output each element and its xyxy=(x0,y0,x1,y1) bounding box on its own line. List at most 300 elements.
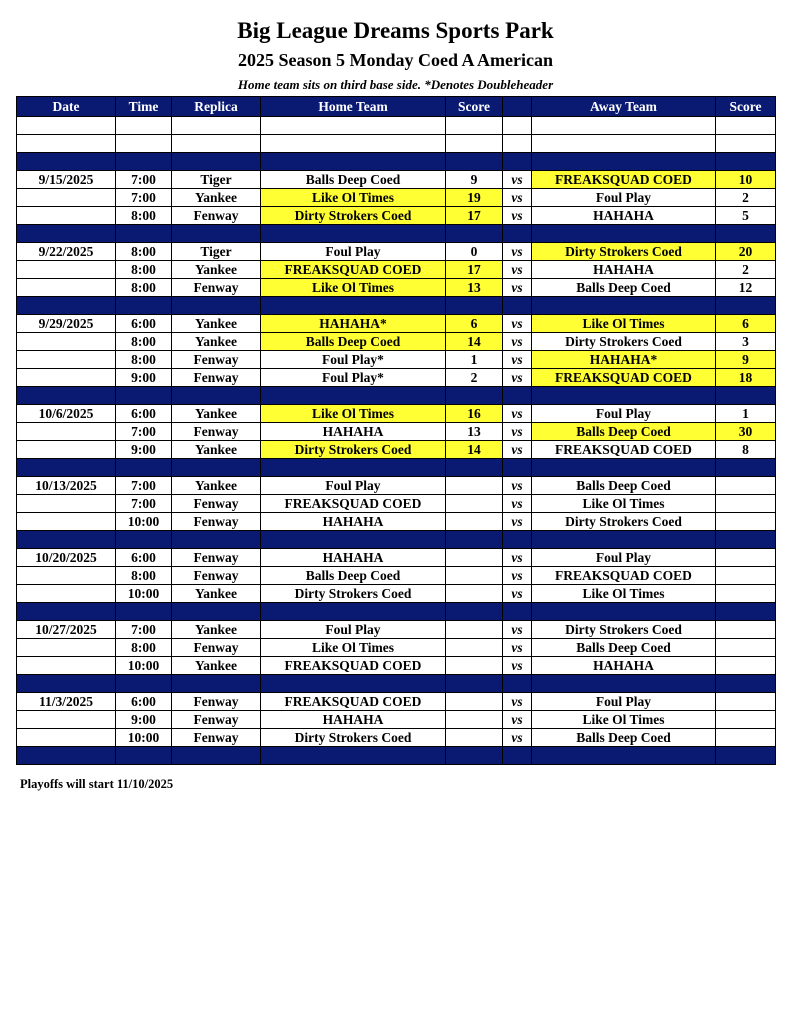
separator-cell xyxy=(446,531,503,549)
separator-cell xyxy=(716,297,776,315)
separator-cell xyxy=(716,459,776,477)
time-cell: 9:00 xyxy=(116,711,172,729)
home-team-cell: Balls Deep Coed xyxy=(261,333,446,351)
empty-row xyxy=(17,117,776,135)
separator-cell xyxy=(503,153,532,171)
home-score-cell xyxy=(446,549,503,567)
away-score-cell xyxy=(716,477,776,495)
home-team-cell: Dirty Strokers Coed xyxy=(261,441,446,459)
separator-cell xyxy=(716,603,776,621)
away-team-cell: HAHAHA xyxy=(532,207,716,225)
date-cell xyxy=(17,423,116,441)
separator-cell xyxy=(446,297,503,315)
table-row xyxy=(17,657,776,675)
separator-cell xyxy=(261,675,446,693)
home-team-cell: Foul Play* xyxy=(261,369,446,387)
table-header-row xyxy=(17,97,776,117)
date-cell: 9/22/2025 xyxy=(17,243,116,261)
away-team-cell: Like Ol Times xyxy=(532,495,716,513)
away-score-cell xyxy=(716,729,776,747)
table-row xyxy=(17,693,776,711)
schedule-body xyxy=(17,117,776,765)
table-row xyxy=(17,333,776,351)
separator-cell xyxy=(17,747,116,765)
table-row xyxy=(17,423,776,441)
time-cell: 8:00 xyxy=(116,567,172,585)
away-team-cell: Balls Deep Coed xyxy=(532,729,716,747)
home-team-cell: Balls Deep Coed xyxy=(261,171,446,189)
time-cell: 8:00 xyxy=(116,351,172,369)
separator-cell xyxy=(716,747,776,765)
date-cell xyxy=(17,495,116,513)
time-cell: 10:00 xyxy=(116,729,172,747)
away-team-cell: FREAKSQUAD COED xyxy=(532,369,716,387)
away-team-cell: Dirty Strokers Coed xyxy=(532,333,716,351)
separator-cell xyxy=(172,459,261,477)
date-cell xyxy=(17,351,116,369)
date-cell: 10/6/2025 xyxy=(17,405,116,423)
separator-cell xyxy=(716,225,776,243)
home-team-cell: HAHAHA xyxy=(261,513,446,531)
vs-cell: vs xyxy=(503,369,532,387)
replica-cell: Yankee xyxy=(172,621,261,639)
separator-cell xyxy=(446,747,503,765)
separator-cell xyxy=(716,387,776,405)
away-score-cell: 6 xyxy=(716,315,776,333)
away-score-cell: 12 xyxy=(716,279,776,297)
home-team-cell: FREAKSQUAD COED xyxy=(261,657,446,675)
time-cell: 8:00 xyxy=(116,333,172,351)
time-cell: 8:00 xyxy=(116,279,172,297)
separator-cell xyxy=(446,603,503,621)
separator-cell xyxy=(503,225,532,243)
home-score-cell xyxy=(446,711,503,729)
away-team-cell: Like Ol Times xyxy=(532,585,716,603)
separator-cell xyxy=(116,459,172,477)
week-separator-bar xyxy=(17,387,776,405)
separator-cell xyxy=(446,225,503,243)
away-team-cell: Foul Play xyxy=(532,189,716,207)
date-cell xyxy=(17,333,116,351)
replica-cell: Yankee xyxy=(172,477,261,495)
home-team-cell: FREAKSQUAD COED xyxy=(261,495,446,513)
time-cell: 9:00 xyxy=(116,369,172,387)
away-score-cell xyxy=(716,639,776,657)
separator-cell xyxy=(532,153,716,171)
separator-cell xyxy=(503,459,532,477)
time-cell: 7:00 xyxy=(116,477,172,495)
away-score-cell: 2 xyxy=(716,261,776,279)
home-team-cell: Foul Play xyxy=(261,243,446,261)
replica-cell: Fenway xyxy=(172,495,261,513)
time-cell: 6:00 xyxy=(116,405,172,423)
separator-cell xyxy=(17,225,116,243)
time-cell: 7:00 xyxy=(116,189,172,207)
date-cell xyxy=(17,207,116,225)
separator-cell xyxy=(116,297,172,315)
separator-cell xyxy=(172,153,261,171)
vs-cell: vs xyxy=(503,189,532,207)
time-cell: 7:00 xyxy=(116,171,172,189)
away-team-cell: FREAKSQUAD COED xyxy=(532,441,716,459)
week-separator-bar xyxy=(17,675,776,693)
vs-cell: vs xyxy=(503,585,532,603)
date-cell: 11/3/2025 xyxy=(17,693,116,711)
home-score-cell xyxy=(446,567,503,585)
column-header-date: Date xyxy=(17,97,116,117)
away-score-cell: 10 xyxy=(716,171,776,189)
time-cell: 6:00 xyxy=(116,315,172,333)
home-score-cell xyxy=(446,729,503,747)
week-separator-bar xyxy=(17,225,776,243)
home-score-cell xyxy=(446,477,503,495)
away-team-cell: Dirty Strokers Coed xyxy=(532,513,716,531)
home-score-cell xyxy=(446,585,503,603)
separator-cell xyxy=(503,747,532,765)
column-header-replica: Replica xyxy=(172,97,261,117)
home-score-cell xyxy=(446,639,503,657)
date-cell: 10/20/2025 xyxy=(17,549,116,567)
date-cell xyxy=(17,189,116,207)
away-score-cell xyxy=(716,585,776,603)
vs-cell: vs xyxy=(503,207,532,225)
table-row xyxy=(17,585,776,603)
time-cell: 10:00 xyxy=(116,657,172,675)
week-separator-bar xyxy=(17,531,776,549)
home-score-cell: 19 xyxy=(446,189,503,207)
away-team-cell: Balls Deep Coed xyxy=(532,279,716,297)
home-score-cell xyxy=(446,657,503,675)
replica-cell: Yankee xyxy=(172,261,261,279)
replica-cell: Yankee xyxy=(172,315,261,333)
time-cell: 8:00 xyxy=(116,261,172,279)
separator-cell xyxy=(503,387,532,405)
away-team-cell: Foul Play xyxy=(532,549,716,567)
separator-cell xyxy=(446,675,503,693)
separator-cell xyxy=(172,297,261,315)
away-score-cell: 1 xyxy=(716,405,776,423)
separator-cell xyxy=(17,459,116,477)
separator-cell xyxy=(116,225,172,243)
replica-cell: Fenway xyxy=(172,639,261,657)
separator-cell xyxy=(503,297,532,315)
date-cell xyxy=(17,657,116,675)
replica-cell: Fenway xyxy=(172,279,261,297)
vs-cell: vs xyxy=(503,639,532,657)
away-team-cell: Balls Deep Coed xyxy=(532,477,716,495)
away-score-cell xyxy=(716,549,776,567)
table-row xyxy=(17,369,776,387)
replica-cell: Yankee xyxy=(172,405,261,423)
separator-cell xyxy=(17,675,116,693)
away-team-cell: Balls Deep Coed xyxy=(532,639,716,657)
page-title: Big League Dreams Sports Park xyxy=(237,18,554,43)
date-cell xyxy=(17,369,116,387)
away-score-cell xyxy=(716,495,776,513)
separator-cell xyxy=(172,675,261,693)
date-cell xyxy=(17,567,116,585)
away-team-cell: FREAKSQUAD COED xyxy=(532,567,716,585)
home-score-cell: 6 xyxy=(446,315,503,333)
replica-cell: Fenway xyxy=(172,369,261,387)
away-team-cell: FREAKSQUAD COED xyxy=(532,171,716,189)
time-cell: 7:00 xyxy=(116,423,172,441)
home-score-cell: 13 xyxy=(446,423,503,441)
column-header-vs xyxy=(503,97,532,117)
away-team-cell: HAHAHA xyxy=(532,657,716,675)
vs-cell: vs xyxy=(503,333,532,351)
separator-cell xyxy=(172,603,261,621)
table-row xyxy=(17,189,776,207)
separator-cell xyxy=(716,675,776,693)
replica-cell: Fenway xyxy=(172,351,261,369)
table-row xyxy=(17,729,776,747)
home-team-cell: Dirty Strokers Coed xyxy=(261,585,446,603)
away-team-cell: HAHAHA xyxy=(532,261,716,279)
separator-cell xyxy=(446,387,503,405)
replica-cell: Yankee xyxy=(172,441,261,459)
away-score-cell xyxy=(716,513,776,531)
home-score-cell: 14 xyxy=(446,441,503,459)
vs-cell: vs xyxy=(503,171,532,189)
table-row xyxy=(17,441,776,459)
away-score-cell xyxy=(716,711,776,729)
separator-cell xyxy=(261,297,446,315)
separator-cell xyxy=(17,387,116,405)
time-cell: 6:00 xyxy=(116,549,172,567)
separator-cell xyxy=(116,387,172,405)
week-separator-bar xyxy=(17,747,776,765)
playoffs-note: Playoffs will start 11/10/2025 xyxy=(20,777,174,791)
separator-cell xyxy=(261,603,446,621)
vs-cell: vs xyxy=(503,513,532,531)
home-score-cell: 17 xyxy=(446,261,503,279)
table-row xyxy=(17,315,776,333)
separator-cell xyxy=(261,531,446,549)
home-score-cell xyxy=(446,621,503,639)
replica-cell: Fenway xyxy=(172,729,261,747)
separator-cell xyxy=(116,675,172,693)
replica-cell: Fenway xyxy=(172,549,261,567)
home-team-cell: Like Ol Times xyxy=(261,189,446,207)
separator-cell xyxy=(116,747,172,765)
replica-cell: Fenway xyxy=(172,207,261,225)
away-score-cell: 3 xyxy=(716,333,776,351)
away-score-cell xyxy=(716,567,776,585)
away-team-cell: Foul Play xyxy=(532,693,716,711)
replica-cell: Yankee xyxy=(172,585,261,603)
date-cell xyxy=(17,711,116,729)
separator-cell xyxy=(446,459,503,477)
table-row xyxy=(17,621,776,639)
away-team-cell: Dirty Strokers Coed xyxy=(532,243,716,261)
home-score-cell: 1 xyxy=(446,351,503,369)
separator-cell xyxy=(116,603,172,621)
separator-cell xyxy=(116,153,172,171)
home-team-cell: Balls Deep Coed xyxy=(261,567,446,585)
separator-cell xyxy=(17,153,116,171)
table-row xyxy=(17,495,776,513)
separator-cell xyxy=(446,153,503,171)
date-cell: 9/29/2025 xyxy=(17,315,116,333)
away-score-cell: 30 xyxy=(716,423,776,441)
date-cell xyxy=(17,729,116,747)
home-score-cell: 0 xyxy=(446,243,503,261)
empty-row xyxy=(17,135,776,153)
schedule-note: Home team sits on third base side. *Denotes Doubleheader xyxy=(237,77,554,92)
time-cell: 7:00 xyxy=(116,495,172,513)
date-cell xyxy=(17,639,116,657)
separator-cell xyxy=(532,387,716,405)
time-cell: 8:00 xyxy=(116,639,172,657)
separator-cell xyxy=(172,225,261,243)
week-separator-bar xyxy=(17,603,776,621)
vs-cell: vs xyxy=(503,243,532,261)
away-score-cell: 2 xyxy=(716,189,776,207)
date-cell xyxy=(17,261,116,279)
time-cell: 7:00 xyxy=(116,621,172,639)
time-cell: 6:00 xyxy=(116,693,172,711)
column-header-home-team: Home Team xyxy=(261,97,446,117)
home-team-cell: Like Ol Times xyxy=(261,405,446,423)
separator-cell xyxy=(172,387,261,405)
replica-cell: Fenway xyxy=(172,567,261,585)
separator-cell xyxy=(532,459,716,477)
home-team-cell: FREAKSQUAD COED xyxy=(261,261,446,279)
schedule-table xyxy=(16,96,776,765)
separator-cell xyxy=(716,153,776,171)
vs-cell: vs xyxy=(503,693,532,711)
separator-cell xyxy=(17,531,116,549)
away-team-cell: Like Ol Times xyxy=(532,711,716,729)
date-cell xyxy=(17,513,116,531)
time-cell: 8:00 xyxy=(116,207,172,225)
vs-cell: vs xyxy=(503,495,532,513)
table-row xyxy=(17,243,776,261)
separator-cell xyxy=(503,603,532,621)
vs-cell: vs xyxy=(503,261,532,279)
replica-cell: Yankee xyxy=(172,189,261,207)
home-team-cell: Foul Play xyxy=(261,621,446,639)
home-team-cell: Like Ol Times xyxy=(261,279,446,297)
away-team-cell: Dirty Strokers Coed xyxy=(532,621,716,639)
table-row xyxy=(17,639,776,657)
away-score-cell: 9 xyxy=(716,351,776,369)
vs-cell: vs xyxy=(503,315,532,333)
date-cell xyxy=(17,441,116,459)
home-score-cell: 16 xyxy=(446,405,503,423)
home-team-cell: Dirty Strokers Coed xyxy=(261,207,446,225)
vs-cell: vs xyxy=(503,567,532,585)
table-row xyxy=(17,405,776,423)
separator-cell xyxy=(261,153,446,171)
table-row xyxy=(17,711,776,729)
away-score-cell xyxy=(716,621,776,639)
replica-cell: Fenway xyxy=(172,693,261,711)
vs-cell: vs xyxy=(503,729,532,747)
table-row xyxy=(17,279,776,297)
away-score-cell: 8 xyxy=(716,441,776,459)
replica-cell: Yankee xyxy=(172,333,261,351)
replica-cell: Tiger xyxy=(172,243,261,261)
separator-cell xyxy=(503,675,532,693)
separator-cell xyxy=(532,225,716,243)
home-team-cell: HAHAHA* xyxy=(261,315,446,333)
home-score-cell xyxy=(446,513,503,531)
date-cell xyxy=(17,585,116,603)
away-score-cell xyxy=(716,657,776,675)
home-score-cell: 17 xyxy=(446,207,503,225)
home-team-cell: Foul Play xyxy=(261,477,446,495)
vs-cell: vs xyxy=(503,423,532,441)
table-row xyxy=(17,477,776,495)
home-team-cell: FREAKSQUAD COED xyxy=(261,693,446,711)
away-score-cell: 18 xyxy=(716,369,776,387)
table-row xyxy=(17,207,776,225)
away-team-cell: Like Ol Times xyxy=(532,315,716,333)
week-separator-bar xyxy=(17,153,776,171)
vs-cell: vs xyxy=(503,549,532,567)
home-score-cell: 2 xyxy=(446,369,503,387)
separator-cell xyxy=(532,297,716,315)
separator-cell xyxy=(503,531,532,549)
home-score-cell: 9 xyxy=(446,171,503,189)
week-separator-bar xyxy=(17,297,776,315)
home-team-cell: HAHAHA xyxy=(261,711,446,729)
away-score-cell: 5 xyxy=(716,207,776,225)
table-row xyxy=(17,549,776,567)
home-team-cell: HAHAHA xyxy=(261,549,446,567)
separator-cell xyxy=(532,603,716,621)
separator-cell xyxy=(17,603,116,621)
home-score-cell xyxy=(446,495,503,513)
time-cell: 10:00 xyxy=(116,585,172,603)
separator-cell xyxy=(261,747,446,765)
vs-cell: vs xyxy=(503,405,532,423)
separator-cell xyxy=(17,297,116,315)
separator-cell xyxy=(116,531,172,549)
time-cell: 10:00 xyxy=(116,513,172,531)
table-row xyxy=(17,261,776,279)
replica-cell: Fenway xyxy=(172,513,261,531)
vs-cell: vs xyxy=(503,657,532,675)
date-cell: 9/15/2025 xyxy=(17,171,116,189)
replica-cell: Fenway xyxy=(172,711,261,729)
date-cell: 10/13/2025 xyxy=(17,477,116,495)
separator-cell xyxy=(532,675,716,693)
home-team-cell: Like Ol Times xyxy=(261,639,446,657)
separator-cell xyxy=(716,531,776,549)
replica-cell: Fenway xyxy=(172,423,261,441)
home-team-cell: HAHAHA xyxy=(261,423,446,441)
away-team-cell: HAHAHA* xyxy=(532,351,716,369)
column-header-time: Time xyxy=(116,97,172,117)
replica-cell: Tiger xyxy=(172,171,261,189)
week-separator-bar xyxy=(17,459,776,477)
table-row xyxy=(17,567,776,585)
separator-cell xyxy=(172,531,261,549)
home-team-cell: Dirty Strokers Coed xyxy=(261,729,446,747)
separator-cell xyxy=(261,387,446,405)
home-score-cell xyxy=(446,693,503,711)
table-row xyxy=(17,351,776,369)
vs-cell: vs xyxy=(503,621,532,639)
separator-cell xyxy=(172,747,261,765)
away-team-cell: Balls Deep Coed xyxy=(532,423,716,441)
vs-cell: vs xyxy=(503,279,532,297)
time-cell: 9:00 xyxy=(116,441,172,459)
table-row xyxy=(17,171,776,189)
